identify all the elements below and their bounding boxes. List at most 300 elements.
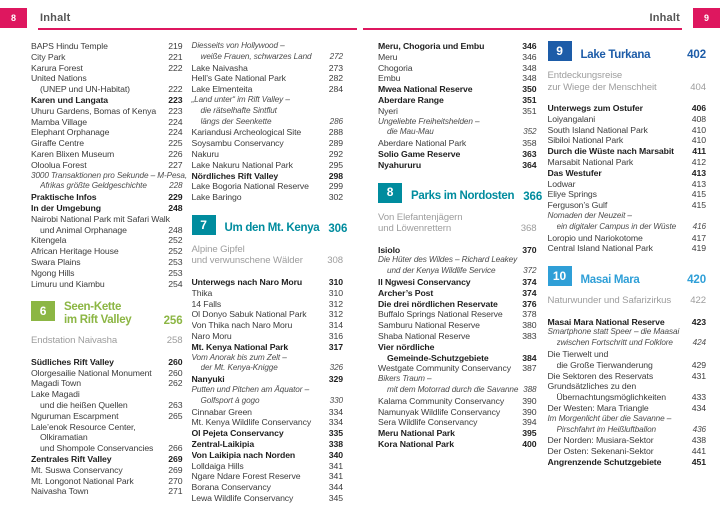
entry-line	[548, 295, 707, 307]
entry-page-number: 330	[329, 395, 343, 405]
entry-line	[192, 342, 344, 353]
entry-title: die Mau-Mau	[387, 127, 434, 137]
toc-subheading	[31, 335, 183, 347]
toc-entry	[548, 211, 707, 233]
entry-line	[548, 425, 707, 436]
entry-title: African Heritage House	[31, 246, 119, 257]
section-page-number: 420	[687, 274, 706, 287]
entry-page-number: 341	[328, 471, 343, 482]
entry-line	[31, 63, 183, 74]
entry-line	[192, 73, 344, 84]
entry-title: South Island National Park	[547, 124, 648, 135]
toc-entry	[192, 342, 344, 353]
entry-line: Lake Magadi	[31, 389, 80, 400]
entry-line	[378, 266, 537, 277]
toc-entry	[378, 331, 537, 342]
toc-section-heading	[378, 183, 543, 203]
entry-line	[548, 392, 707, 403]
entry-title: Golfsport à gogo	[200, 395, 260, 405]
entry-title: Afrikas größte Geldgeschichte	[40, 181, 147, 191]
toc-entry	[31, 411, 183, 422]
entry-title: zwischen Fortschritt und Folklore	[556, 338, 673, 348]
toc-entry	[548, 457, 707, 468]
toc-entry	[31, 257, 183, 268]
entry-line	[378, 417, 537, 428]
entry-page-number: 383	[522, 330, 537, 341]
entry-page-number: 299	[328, 181, 343, 192]
entry-line: Lale’enok Resource Center,	[31, 421, 136, 432]
entry-title: Ol Pejeta Conservancy	[191, 428, 284, 439]
toc-entry	[31, 192, 183, 203]
entry-title: Kitengela	[31, 235, 67, 246]
toc-entry	[548, 135, 707, 146]
toc-entry	[31, 368, 183, 379]
entry-line	[548, 125, 707, 136]
entry-title: Ferguson’s Gulf	[547, 200, 608, 211]
entry-page-number: 376	[522, 298, 537, 309]
entry-title: Swara Plains	[31, 256, 81, 267]
entry-line	[31, 257, 183, 268]
entry-title: Aberdare National Park	[378, 138, 467, 149]
entry-page-number: 288	[328, 127, 343, 138]
entry-line: Vier nördliche	[378, 341, 435, 352]
entry-page-number: 227	[168, 159, 183, 170]
entry-line	[31, 411, 183, 422]
entry-title: Lolldaiga Hills	[191, 460, 244, 471]
entry-title: Limuru und Kiambu	[31, 278, 105, 289]
entry-page-number: 263	[168, 400, 183, 411]
entry-page-number: 253	[168, 256, 183, 267]
entry-page-number: 352	[523, 127, 537, 137]
entry-line	[378, 439, 537, 450]
entry-title: Endstation Naivasha	[31, 335, 118, 347]
entry-line: Bikers Traum –	[378, 374, 432, 384]
toc-entry	[378, 149, 537, 160]
entry-page-number: 260	[168, 356, 183, 367]
entry-page-number: 436	[692, 424, 706, 434]
entry-title: Lake Naivasha	[191, 62, 248, 73]
toc-entry	[548, 125, 707, 136]
entry-line: Smartphone statt Speer – die Maasai	[547, 327, 680, 337]
entry-title: Buffalo Springs National Reserve	[378, 309, 503, 320]
entry-page-number: 363	[522, 148, 537, 159]
toc-entry	[378, 73, 537, 84]
entry-line	[31, 378, 183, 389]
entry-line	[192, 428, 344, 439]
toc-entry	[378, 407, 537, 418]
entry-line	[548, 403, 707, 414]
entry-title: Naturwunder und Safarizirkus	[547, 295, 672, 307]
entry-page-number: 286	[329, 116, 343, 126]
toc-entry	[378, 277, 537, 288]
toc-entry	[548, 349, 707, 371]
entry-page-number: 219	[168, 41, 183, 51]
entry-page-number: 254	[168, 278, 183, 289]
entry-line	[548, 82, 707, 94]
toc-entry	[31, 203, 183, 214]
entry-line	[192, 117, 344, 128]
toc-entry	[378, 255, 537, 277]
entry-page-number: 298	[328, 170, 343, 181]
entry-line	[192, 320, 344, 331]
entry-title: Karen Blixen Museum	[31, 148, 115, 159]
toc-entry	[192, 192, 344, 203]
entry-line	[192, 138, 344, 149]
section-title: Seen-Kette im Rift Valley	[64, 301, 132, 326]
toc-entry	[192, 439, 344, 450]
entry-title: Von Laikipia nach Norden	[191, 449, 296, 460]
toc-entry	[548, 200, 707, 211]
entry-line	[548, 200, 707, 211]
toc-entry	[548, 233, 707, 244]
entry-page-number: 374	[522, 287, 537, 298]
toc-entry	[31, 422, 183, 454]
entry-title: Pirschfahrt im Heißluftballon	[556, 424, 656, 434]
entry-line	[31, 160, 183, 171]
entry-title: Lake Baringo	[191, 192, 242, 203]
toc-entry	[31, 160, 183, 171]
toc-section-heading	[548, 266, 707, 286]
toc-entry	[192, 309, 344, 320]
entry-page-number: 341	[328, 460, 343, 471]
entry-title: Loiyangalani	[547, 113, 596, 124]
entry-page-number: 222	[168, 62, 183, 73]
toc-entry	[192, 450, 344, 461]
entry-line	[192, 63, 344, 74]
entry-title: Ngare Ndare Forest Reserve	[191, 471, 301, 482]
entry-title: Giraffe Centre	[31, 138, 85, 149]
entry-line	[31, 117, 183, 128]
entry-page-number: 334	[328, 417, 343, 428]
entry-line: Diesseits von Hollywood –	[191, 41, 285, 50]
entry-page-number: 265	[168, 410, 183, 421]
entry-page-number: 429	[691, 359, 706, 370]
entry-line	[378, 160, 537, 171]
toc-entry	[192, 320, 344, 331]
toc-entry	[378, 41, 537, 52]
entry-page-number: 289	[328, 138, 343, 149]
toc-entry	[192, 428, 344, 439]
toc-entry	[378, 374, 537, 396]
entry-line	[548, 446, 707, 457]
entry-title: Shaba National Reserve	[378, 330, 470, 341]
toc-column-2	[191, 41, 348, 528]
entry-page-number: 314	[328, 320, 343, 331]
toc-entry	[378, 288, 537, 299]
entry-line	[378, 428, 537, 439]
entry-line: 3000 Transaktionen pro Sekunde – M-Pesa,	[31, 170, 188, 180]
toc-entry	[378, 160, 537, 171]
toc-entry	[548, 327, 707, 349]
entry-line: Die Tierwelt und	[547, 349, 609, 360]
toc-entry	[192, 41, 344, 63]
entry-page-number: 378	[522, 309, 537, 320]
entry-title: Meru	[378, 51, 398, 62]
entry-page-number: 221	[168, 51, 183, 62]
toc-entry	[192, 73, 344, 84]
toc-entry	[192, 331, 344, 342]
toc-entry	[31, 52, 183, 63]
toc-entry	[31, 138, 183, 149]
toc-entry	[31, 149, 183, 160]
entry-title: Soysambu Conservancy	[191, 138, 284, 149]
entry-page-number: 390	[522, 406, 537, 417]
entry-page-number: 422	[690, 295, 706, 307]
toc-entry	[192, 493, 344, 504]
entry-page-number: 413	[691, 178, 706, 189]
entry-line	[378, 299, 537, 310]
entry-line	[192, 255, 344, 267]
entry-page-number: 312	[328, 309, 343, 320]
entry-line	[548, 222, 707, 233]
entry-line	[192, 288, 344, 299]
entry-line	[192, 482, 344, 493]
entry-page-number: 295	[328, 159, 343, 170]
entry-title: Westgate Community Conservancy	[378, 363, 511, 374]
entry-page-number: 345	[328, 492, 343, 503]
entry-title: Der Norden: Musiara-Sektor	[547, 435, 654, 446]
toc-entry	[192, 127, 344, 138]
entry-title: und Animal Orphanage	[40, 224, 127, 235]
toc-entry	[548, 103, 707, 114]
toc-entry	[548, 157, 707, 168]
toc-entry	[192, 353, 344, 375]
entry-line: Olkiramatian	[40, 432, 88, 443]
entry-line	[31, 138, 183, 149]
entry-page-number: 348	[522, 73, 537, 84]
toc-entry	[548, 435, 707, 446]
toc-entry	[31, 486, 183, 497]
toc-entry	[192, 84, 344, 95]
entry-page-number: 340	[328, 449, 343, 460]
entry-title: Das Westufer	[547, 167, 602, 178]
entry-title: Olorgesailie National Monument	[31, 367, 152, 378]
toc-entry	[192, 407, 344, 418]
entry-title: Nyahururu	[378, 159, 422, 170]
entry-page-number: 416	[692, 221, 706, 231]
toc-entry	[192, 138, 344, 149]
entry-page-number: 351	[522, 94, 537, 105]
entry-line	[378, 396, 537, 407]
toc-entry	[31, 117, 183, 128]
entry-line: Nomaden der Neuzeit –	[547, 210, 632, 220]
entry-page-number: 310	[328, 276, 343, 287]
toc-entry	[192, 95, 344, 127]
toc-entry	[31, 170, 188, 193]
toc-entry	[548, 414, 707, 436]
toc-entry	[192, 171, 344, 182]
entry-page-number: 223	[168, 105, 183, 116]
entry-title: Isiolo	[378, 244, 401, 255]
entry-title: der Mt. Kenya-Knigge	[200, 363, 278, 373]
entry-page-number: 394	[522, 417, 537, 428]
toc-entry	[192, 417, 344, 428]
entry-line	[31, 225, 183, 236]
entry-title: Mt. Kenya Wildlife Conservancy	[191, 417, 312, 428]
entry-title: Mt. Kenya National Park	[191, 341, 289, 352]
toc-subheading	[548, 295, 707, 307]
entry-title: Nördliches Rift Valley	[191, 170, 279, 181]
entry-line	[548, 135, 707, 146]
entry-page-number: 317	[328, 341, 343, 352]
entry-line	[192, 396, 344, 407]
toc-entry	[31, 214, 183, 236]
entry-title: Mwea National Reserve	[378, 84, 473, 95]
section-page-number: 366	[523, 190, 543, 203]
entry-page-number: 411	[692, 146, 706, 157]
entry-title: Karura Forest	[31, 62, 83, 73]
entry-title: weiße Frauen, schwarzes Land	[200, 51, 312, 61]
entry-page-number: 419	[691, 243, 706, 254]
toc-column-3	[378, 41, 543, 528]
toc-entry	[31, 378, 183, 389]
toc-entry	[378, 396, 537, 407]
entry-title: Sibiloi National Park	[547, 135, 624, 146]
entry-page-number: 338	[328, 438, 343, 449]
entry-title: und Löwenrettern	[378, 223, 452, 235]
entry-line	[31, 127, 183, 138]
entry-title: Aberdare Range	[378, 94, 444, 105]
entry-title: Naro Moru	[191, 330, 232, 341]
toc-subheading	[378, 212, 537, 235]
entry-page-number: 415	[691, 189, 706, 200]
entry-line	[548, 168, 707, 179]
entry-line	[31, 192, 183, 203]
entry-title: (UNEP und UN-Habitat)	[40, 84, 130, 95]
page-number-tab-left: 8	[0, 8, 27, 28]
entry-line	[31, 400, 183, 411]
toc-entry	[548, 114, 707, 125]
entry-line	[192, 84, 344, 95]
section-title: Um den Mt. Kenya	[224, 222, 320, 235]
entry-title: Meru National Park	[378, 428, 455, 439]
entry-page-number: 271	[168, 486, 183, 497]
toc-content	[0, 37, 720, 528]
entry-line	[192, 181, 344, 192]
entry-title: Oloolua Forest	[31, 159, 87, 170]
toc-entry	[548, 189, 707, 200]
entry-page-number: 302	[328, 192, 343, 203]
entry-title: Zentral-Laikipia	[191, 438, 255, 449]
entry-line	[31, 486, 183, 497]
entry-line	[378, 138, 537, 149]
entry-line: Vom Anorak bis zum Zelt –	[191, 352, 287, 362]
entry-line	[378, 95, 537, 106]
entry-line	[378, 288, 537, 299]
entry-page-number: 431	[691, 370, 706, 381]
toc-section-heading	[192, 215, 348, 236]
toc-entry	[378, 363, 537, 374]
entry-line	[192, 407, 344, 418]
entry-page-number: 370	[522, 244, 537, 255]
toc-entry	[378, 417, 537, 428]
toc-entry	[31, 106, 183, 117]
entry-page-number: 412	[691, 156, 706, 167]
entry-title: Karen und Langata	[31, 94, 108, 105]
entry-title: Zentrales Rift Valley	[31, 454, 112, 464]
entry-page-number: 404	[690, 81, 706, 93]
entry-page-number: 410	[691, 124, 706, 135]
entry-title: Mt. Longonot National Park	[31, 475, 134, 486]
toc-entry	[378, 138, 537, 149]
toc-entry	[548, 381, 707, 403]
entry-page-number: 358	[522, 138, 537, 149]
toc-entry	[192, 385, 344, 407]
entry-page-number: 252	[168, 235, 183, 246]
toc-entry	[31, 476, 183, 487]
entry-title: Chogoria	[378, 62, 413, 73]
entry-line	[378, 277, 537, 288]
entry-line	[192, 439, 344, 450]
toc-section-heading	[31, 301, 183, 326]
entry-title: Namunyak Wildlife Conservancy	[378, 406, 501, 417]
entry-line	[31, 181, 183, 192]
entry-line	[378, 41, 537, 52]
entry-page-number: 253	[168, 267, 183, 278]
entry-title: Lake Nakuru National Park	[191, 159, 293, 170]
entry-line: Ungeliebte Freiheitshelden –	[378, 116, 480, 126]
entry-page-number: 329	[328, 374, 343, 385]
entry-page-number: 372	[523, 266, 537, 276]
toc-entry	[31, 95, 183, 106]
entry-line	[192, 299, 344, 310]
entry-page-number: 451	[691, 457, 706, 468]
toc-entry	[31, 454, 183, 465]
entry-line	[548, 371, 707, 382]
toc-entry	[31, 389, 183, 411]
toc-subheading	[192, 244, 344, 267]
entry-page-number: 384	[522, 352, 537, 363]
entry-page-number: 308	[327, 255, 343, 267]
entry-title: Lake Bogoria National Reserve	[191, 181, 309, 192]
toc-entry	[548, 446, 707, 457]
entry-title: City Park	[31, 51, 66, 62]
entry-line	[192, 127, 344, 138]
toc-entry	[378, 84, 537, 95]
entry-line	[192, 160, 344, 171]
entry-title: Sera Wildlife Conservancy	[378, 417, 478, 428]
entry-title: Embu	[378, 73, 401, 84]
entry-title: Nyeri	[378, 105, 398, 116]
entry-page-number: 374	[522, 276, 537, 287]
toc-entry	[378, 299, 537, 310]
toc-entry	[378, 63, 537, 74]
toc-entry	[31, 63, 183, 74]
toc-entry	[548, 179, 707, 190]
entry-line	[192, 374, 344, 385]
entry-page-number: 284	[328, 84, 343, 95]
entry-title: und die heißen Quellen	[40, 400, 128, 411]
entry-line	[378, 127, 537, 138]
entry-title: Von Thika nach Naro Moru	[191, 320, 293, 331]
entry-line	[548, 114, 707, 125]
entry-line	[31, 52, 183, 63]
entry-title: Hell’s Gate National Park	[191, 73, 286, 84]
entry-line	[192, 417, 344, 428]
entry-line: Alpine Gipfel	[191, 243, 245, 255]
entry-page-number: 388	[523, 384, 537, 394]
entry-title: Central Island National Park	[547, 243, 653, 254]
entry-page-number: 441	[691, 446, 706, 457]
toc-entry	[548, 168, 707, 179]
entry-line	[548, 157, 707, 168]
entry-page-number: 228	[169, 181, 183, 191]
entry-page-number: 272	[329, 51, 343, 61]
toc-entry	[378, 106, 537, 117]
entry-title: Unterwegs nach Naro Moru	[191, 276, 303, 287]
entry-line	[548, 317, 707, 328]
entry-line	[548, 435, 707, 446]
